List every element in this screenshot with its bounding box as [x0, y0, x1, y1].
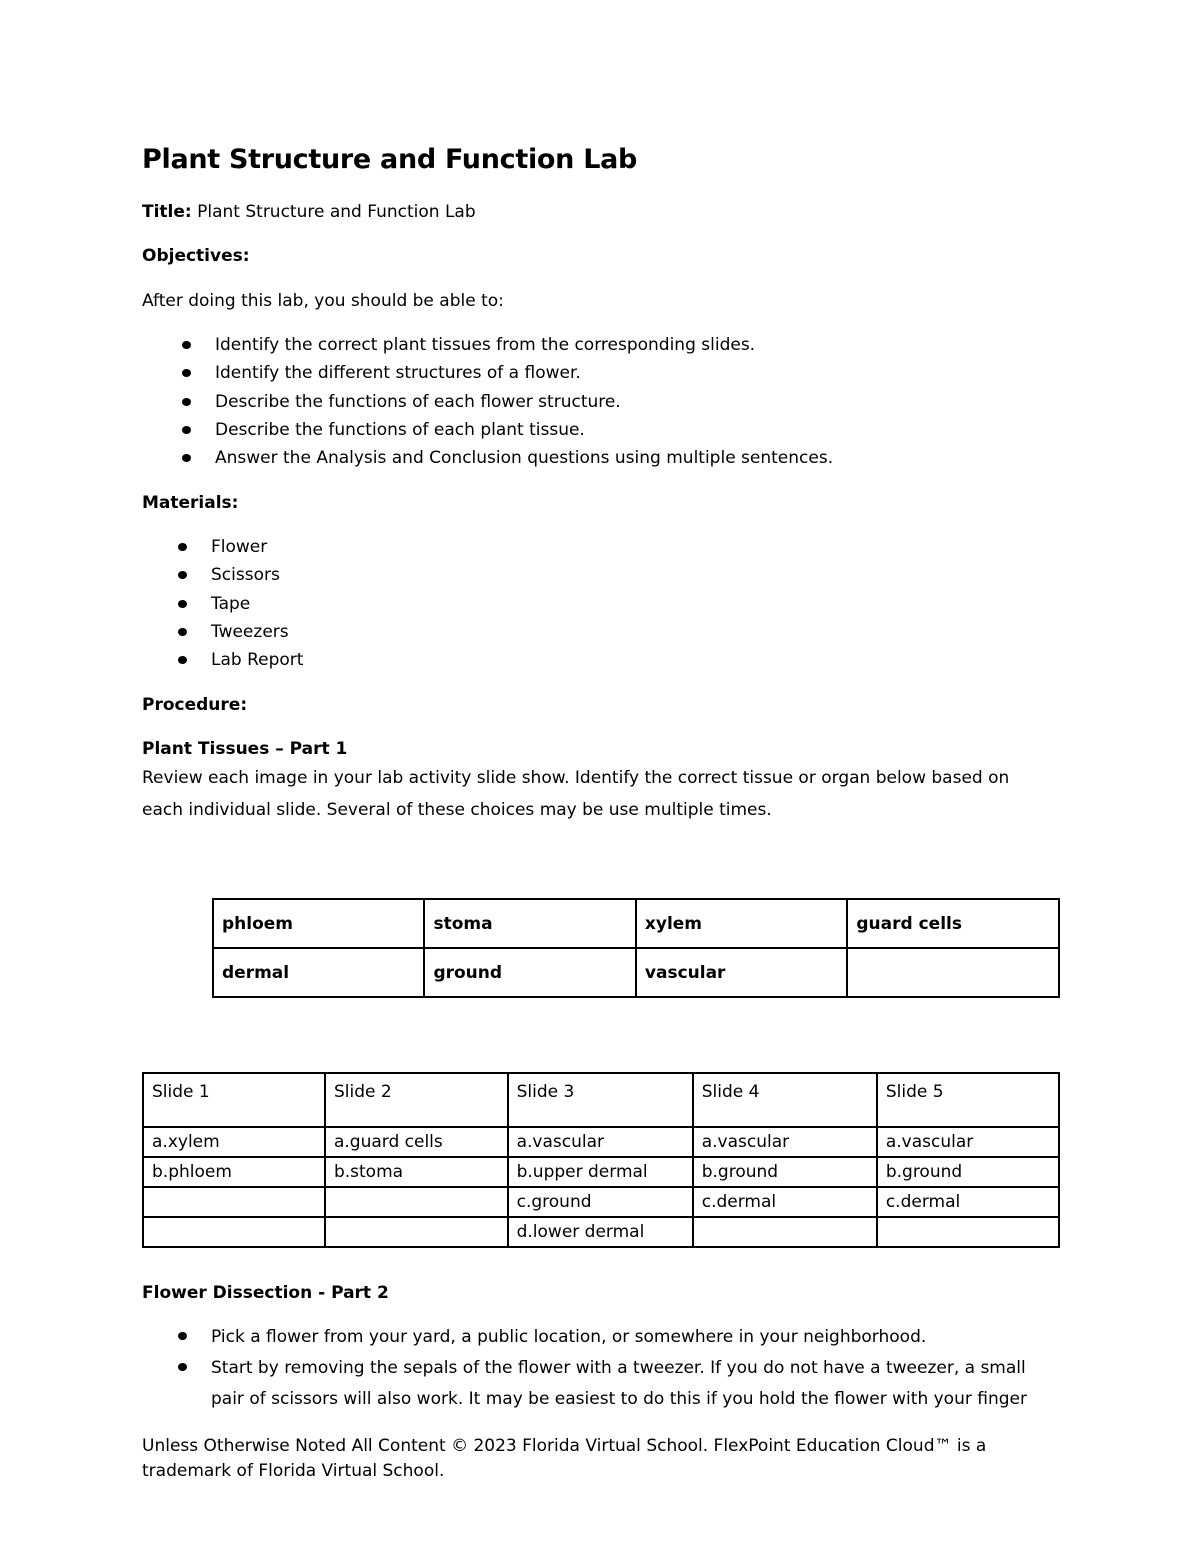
objective-item: Identify the correct plant tissues from the corresponding slides.	[182, 331, 833, 359]
objectives-intro: After doing this lab, you should be able to:	[142, 291, 504, 311]
table-row	[213, 899, 1059, 948]
table-cell	[143, 1187, 325, 1217]
objectives-list	[182, 331, 833, 472]
objective-item: Describe the functions of each plant tissue.	[182, 416, 833, 444]
material-item: Tweezers	[178, 618, 303, 646]
material-item: Flower	[178, 533, 303, 561]
bullet-icon	[178, 628, 187, 636]
title-value: Plant Structure and Function Lab	[197, 202, 476, 222]
bullet-icon	[178, 1363, 187, 1371]
title-line	[142, 201, 476, 223]
table-cell	[693, 1217, 877, 1247]
table-cell: a.vascular	[508, 1127, 693, 1157]
table-cell	[143, 1217, 325, 1247]
table-cell	[325, 1187, 508, 1217]
bullet-icon	[178, 1332, 187, 1340]
table-header-cell: Slide 1	[143, 1073, 325, 1127]
part1-instructions: Review each image in your lab activity slide show. Identify the correct tissue or organ below based on each individual slide. Several of these choices may be use multiple times.	[142, 768, 1010, 820]
table-row	[143, 1127, 1059, 1157]
procedure-heading: Procedure:	[142, 695, 248, 715]
table-cell: xylem	[636, 899, 847, 948]
bullet-icon	[182, 426, 191, 434]
table-header-row	[143, 1073, 1059, 1127]
slides-table	[142, 1072, 1060, 1248]
table-cell	[877, 1217, 1059, 1247]
table-cell: b.phloem	[143, 1157, 325, 1187]
table-cell: a.guard cells	[325, 1127, 508, 1157]
table-cell: b.ground	[877, 1157, 1059, 1187]
bullet-icon	[178, 543, 187, 551]
table-header-cell: Slide 2	[325, 1073, 508, 1127]
table-cell: a.xylem	[143, 1127, 325, 1157]
part2-heading: Flower Dissection - Part 2	[142, 1283, 389, 1303]
table-cell: a.vascular	[693, 1127, 877, 1157]
objectives-heading: Objectives:	[142, 246, 250, 266]
material-item: Lab Report	[178, 646, 303, 674]
table-header-cell: Slide 5	[877, 1073, 1059, 1127]
table-cell: b.upper dermal	[508, 1157, 693, 1187]
table-cell: ground	[424, 948, 635, 997]
footer-copyright: Unless Otherwise Noted All Content © 2023 Florida Virtual School. FlexPoint Education Cloud™ is a trademark of Florida Virtual School.	[142, 1436, 987, 1481]
table-row	[143, 1217, 1059, 1247]
materials-heading: Materials:	[142, 493, 239, 513]
objective-item: Answer the Analysis and Conclusion questions using multiple sentences.	[182, 444, 833, 472]
table-cell	[847, 948, 1059, 997]
table-row	[143, 1157, 1059, 1187]
bullet-icon	[178, 571, 187, 579]
table-cell: c.dermal	[877, 1187, 1059, 1217]
table-cell: stoma	[424, 899, 635, 948]
bullet-icon	[182, 369, 191, 377]
table-cell: c.dermal	[693, 1187, 877, 1217]
table-cell: vascular	[636, 948, 847, 997]
bullet-icon	[182, 398, 191, 406]
table-cell: b.ground	[693, 1157, 877, 1187]
bullet-icon	[182, 454, 191, 462]
material-item: Tape	[178, 590, 303, 618]
objective-item: Identify the different structures of a flower.	[182, 359, 833, 387]
part2-list	[178, 1322, 1048, 1415]
bullet-icon	[178, 656, 187, 664]
table-cell: guard cells	[847, 899, 1059, 948]
table-cell: c.ground	[508, 1187, 693, 1217]
objective-item: Describe the functions of each flower structure.	[182, 388, 833, 416]
table-row	[213, 948, 1059, 997]
table-header-cell: Slide 4	[693, 1073, 877, 1127]
material-item: Scissors	[178, 561, 303, 589]
part1-heading: Plant Tissues – Part 1	[142, 739, 348, 759]
table-cell: a.vascular	[877, 1127, 1059, 1157]
document-title: Plant Structure and Function Lab	[142, 144, 638, 175]
part2-item: Pick a flower from your yard, a public location, or somewhere in your neighborhood.	[178, 1322, 1048, 1353]
choices-table	[212, 898, 1060, 998]
title-label: Title:	[142, 202, 192, 222]
table-cell: dermal	[213, 948, 424, 997]
table-cell: d.lower dermal	[508, 1217, 693, 1247]
bullet-icon	[178, 600, 187, 608]
table-cell	[325, 1217, 508, 1247]
table-cell: phloem	[213, 899, 424, 948]
table-cell: b.stoma	[325, 1157, 508, 1187]
table-row	[143, 1187, 1059, 1217]
part2-item: Start by removing the sepals of the flower with a tweezer. If you do not have a tweezer, a small pair of scissors will also work. It may be easiest to do this if you hold the flower with your finger	[178, 1353, 1048, 1415]
bullet-icon	[182, 341, 191, 349]
table-header-cell: Slide 3	[508, 1073, 693, 1127]
materials-list	[178, 533, 303, 674]
